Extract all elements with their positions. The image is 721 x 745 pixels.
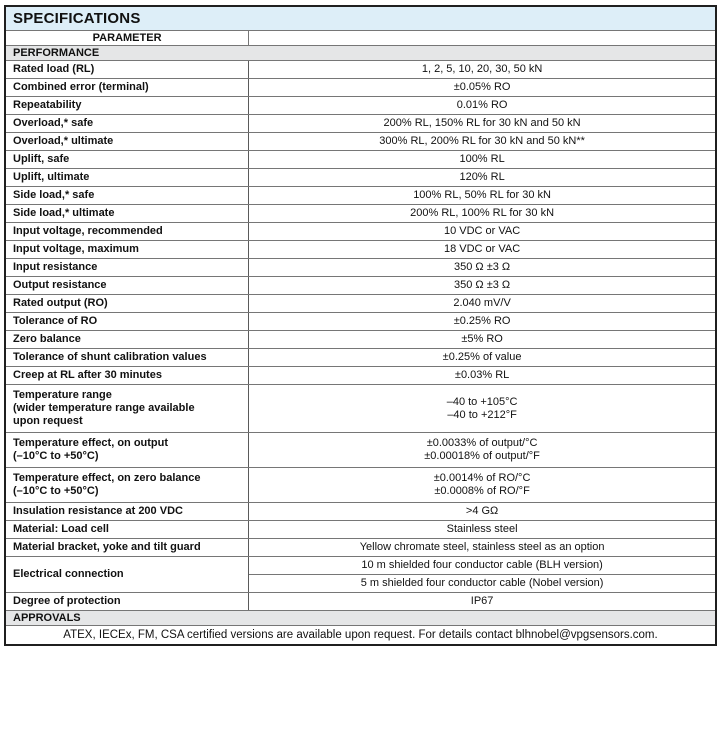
table-row [5,433,716,468]
value-cell: ±5% RO [249,331,716,349]
approvals-note: ATEX, IECEx, FM, CSA certified versions are available upon request. For details contact blhnobel@vpgsensors.com. [5,626,716,646]
parameter-cell: Overload,* ultimate [5,133,249,151]
value-cell: ±0.25% RO [249,313,716,331]
value-cell: Stainless steel [249,521,716,539]
value-cell: 200% RL, 100% RL for 30 kN [249,205,716,223]
cell-line: Temperature effect, on output [13,437,169,449]
table-row [5,61,716,79]
parameter-cell: Creep at RL after 30 minutes [5,367,249,385]
parameter-cell: Input resistance [5,259,249,277]
parameter-cell: Degree of protection [5,593,249,611]
column-header-row [5,31,716,46]
table-row [5,205,716,223]
value-cell: ±0.03% RL [249,367,716,385]
value-cell: 350 Ω ±3 Ω [249,259,716,277]
cell-line: –40 to +212°F [447,408,517,421]
value-cell: 350 Ω ±3 Ω [249,277,716,295]
table-row [5,313,716,331]
parameter-column-header: PARAMETER [5,31,249,46]
table-row [5,557,716,575]
value-cell [249,468,716,503]
parameter-cell: Rated output (RO) [5,295,249,313]
table-row [5,151,716,169]
table-row [5,349,716,367]
cell-line: (–10°C to +50°C) [13,485,99,497]
parameter-cell [5,433,249,468]
table-row [5,259,716,277]
table-row [5,187,716,205]
value-cell: 300% RL, 200% RL for 30 kN and 50 kN** [249,133,716,151]
table-row [5,593,716,611]
parameter-cell: Input voltage, maximum [5,241,249,259]
table-row [5,97,716,115]
cell-line: upon request [13,415,83,427]
value-cell: 0.01% RO [249,97,716,115]
value-cell: ±0.05% RO [249,79,716,97]
value-cell [249,433,716,468]
value-cell: 2.040 mV/V [249,295,716,313]
value-cell [249,385,716,433]
table-row [5,115,716,133]
section-header-approvals: APPROVALS [5,611,716,626]
parameter-cell: Input voltage, recommended [5,223,249,241]
parameter-cell: Uplift, ultimate [5,169,249,187]
table-row [5,79,716,97]
parameter-cell: Insulation resistance at 200 VDC [5,503,249,521]
table-row [5,503,716,521]
parameter-cell: Material bracket, yoke and tilt guard [5,539,249,557]
table-row [5,468,716,503]
cell-line: (–10°C to +50°C) [13,450,99,462]
value-cell: 5 m shielded four conductor cable (Nobel version) [249,575,716,593]
value-cell: 100% RL, 50% RL for 30 kN [249,187,716,205]
cell-line: ±0.0008% of RO/°F [434,485,530,497]
parameter-cell: Side load,* ultimate [5,205,249,223]
table-row [5,277,716,295]
parameter-cell [5,468,249,503]
parameter-cell: Zero balance [5,331,249,349]
section-header-performance: PERFORMANCE [5,46,716,61]
spec-table-body [5,6,716,645]
table-title-row [5,6,716,31]
cell-line: ±0.0033% of output/°C [426,437,538,449]
parameter-cell: Tolerance of RO [5,313,249,331]
section-header-row [5,611,716,626]
value-cell: IP67 [249,593,716,611]
parameter-cell: Combined error (terminal) [5,79,249,97]
table-row [5,169,716,187]
table-row [5,521,716,539]
value-column-header [249,31,716,46]
specifications-table [4,5,717,646]
approvals-note-row [5,626,716,646]
parameter-cell: Side load,* safe [5,187,249,205]
cell-line: (wider temperature range available [13,402,195,414]
cell-line: ±0.00018% of output/°F [424,450,540,462]
cell-line: Temperature effect, on zero balance [13,472,201,484]
value-cell: 100% RL [249,151,716,169]
cell-line: ±0.0014% of RO/°C [433,472,531,484]
value-cell: >4 GΩ [249,503,716,521]
cell-line: Temperature range [13,389,112,401]
table-row [5,539,716,557]
value-cell: 1, 2, 5, 10, 20, 30, 50 kN [249,61,716,79]
value-cell: 10 VDC or VAC [249,223,716,241]
table-row [5,223,716,241]
table-row [5,241,716,259]
parameter-cell: Electrical connection [5,557,249,593]
parameter-cell [5,385,249,433]
table-row [5,367,716,385]
table-row [5,295,716,313]
cell-line: –40 to +105°C [446,395,518,408]
parameter-cell: Uplift, safe [5,151,249,169]
value-cell: 10 m shielded four conductor cable (BLH version) [249,557,716,575]
value-cell: 200% RL, 150% RL for 30 kN and 50 kN [249,115,716,133]
parameter-cell: Material: Load cell [5,521,249,539]
section-header-row [5,46,716,61]
parameter-cell: Output resistance [5,277,249,295]
table-row [5,331,716,349]
value-cell: Yellow chromate steel, stainless steel as an option [249,539,716,557]
value-cell: 18 VDC or VAC [249,241,716,259]
table-row [5,133,716,151]
table-row [5,385,716,433]
parameter-cell: Tolerance of shunt calibration values [5,349,249,367]
value-cell: 120% RL [249,169,716,187]
table-title: SPECIFICATIONS [5,6,716,31]
parameter-cell: Repeatability [5,97,249,115]
parameter-cell: Rated load (RL) [5,61,249,79]
parameter-cell: Overload,* safe [5,115,249,133]
value-cell: ±0.25% of value [249,349,716,367]
